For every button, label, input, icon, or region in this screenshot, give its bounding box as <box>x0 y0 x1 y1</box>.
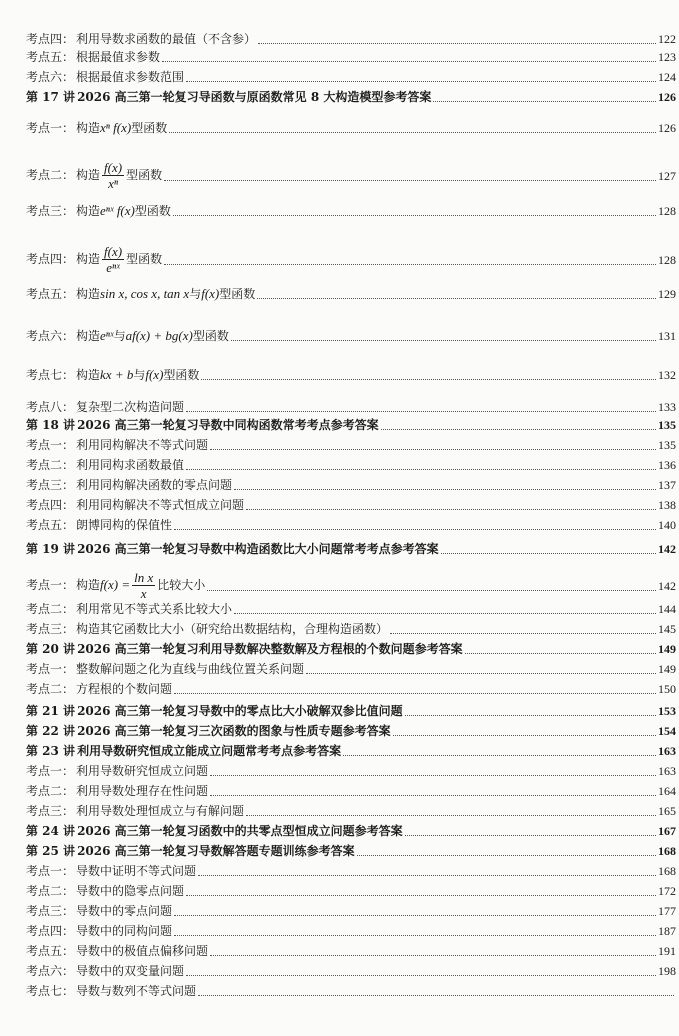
toc-entry-title: 利用导数求函数的最值（不含参） <box>76 32 257 46</box>
page-number: 123 <box>658 50 676 64</box>
fraction-numerator: f(x) <box>104 160 123 175</box>
toc-entry-title: 构造 <box>76 204 101 218</box>
toc-entry-prefix: 考点一： <box>26 121 75 135</box>
dot-leader <box>246 814 656 816</box>
toc-entry-text <box>26 622 388 636</box>
toc-entry-prefix: 考点六： <box>26 964 75 978</box>
toc-chapter-row[interactable] <box>26 704 676 718</box>
page-number: 136 <box>658 458 676 472</box>
page-number: 163 <box>658 764 676 778</box>
toc-entry-prefix: 考点六： <box>26 329 75 343</box>
toc-entry-text <box>26 329 229 343</box>
toc-entry-prefix: 考点三： <box>26 478 75 492</box>
toc-entry-text <box>26 204 171 218</box>
page-number: 122 <box>658 32 676 46</box>
toc-entry-title: 型函数 <box>126 252 163 266</box>
toc-entry-text <box>26 784 208 798</box>
toc-entry-text <box>26 542 439 556</box>
toc-entry-text <box>26 121 167 135</box>
toc-entry-title: 利用导数处理恒成立与有解问题 <box>76 804 245 818</box>
toc-entry-title: 比较大小 <box>157 578 206 592</box>
dot-leader <box>186 410 656 412</box>
toc-item-row[interactable] <box>26 32 676 46</box>
fraction-numerator: ln x <box>134 570 154 585</box>
toc-entry-prefix: 考点一： <box>26 578 75 592</box>
toc-entry-text <box>26 32 256 46</box>
dot-leader <box>343 754 656 756</box>
toc-entry-prefix: 考点一： <box>26 662 75 676</box>
toc-entry-text <box>26 418 379 432</box>
page-number: 165 <box>658 804 676 818</box>
toc-item-row[interactable] <box>26 400 676 414</box>
toc-entry-prefix: 第 21 讲 <box>26 704 76 718</box>
toc-entry-text <box>26 844 355 858</box>
page-number: 132 <box>658 368 676 382</box>
page-number: 164 <box>658 784 676 798</box>
fraction-numerator: f(x) <box>104 244 123 259</box>
page-number: 140 <box>658 518 676 532</box>
page-number: 191 <box>658 944 676 958</box>
dot-leader <box>186 894 656 896</box>
toc-chapter-row[interactable] <box>26 744 676 758</box>
toc-entry-text <box>26 478 232 492</box>
dot-leader <box>405 714 656 716</box>
toc-entry-title: 利用同构解决不等式恒成立问题 <box>76 498 245 512</box>
toc-item-row[interactable] <box>26 984 676 998</box>
toc-entry-text <box>26 764 208 778</box>
toc-entry-title: 2026 高三第一轮复习导数解答题专题训练参考答案 <box>77 844 355 858</box>
toc-entry-prefix: 第 24 讲 <box>26 824 76 838</box>
page-number: 131 <box>658 329 676 343</box>
toc-entry-text <box>26 824 403 838</box>
fraction-denominator: x <box>140 586 147 601</box>
page-number: 167 <box>658 824 676 838</box>
toc-entry-text <box>26 244 162 275</box>
toc-entry-title: 导数中的同构问题 <box>76 924 173 938</box>
page-number: 150 <box>658 682 676 696</box>
page-number: 144 <box>658 602 676 616</box>
page-number: 135 <box>658 418 676 432</box>
page-number: 133 <box>658 400 676 414</box>
toc-entry-prefix: 第 19 讲 <box>26 542 76 556</box>
toc-chapter-row[interactable] <box>26 824 676 838</box>
toc-entry-title: 整数解问题之化为直线与曲线位置关系问题 <box>76 662 305 676</box>
toc-entry-text <box>26 400 184 414</box>
toc-math-expression: sin x, cos x, tan x <box>100 286 190 301</box>
dot-leader <box>441 552 656 554</box>
dot-leader <box>198 874 656 876</box>
dot-leader <box>207 589 656 591</box>
toc-math-fraction <box>102 160 124 191</box>
toc-chapter-row[interactable] <box>26 418 676 432</box>
toc-entry-text <box>26 804 244 818</box>
toc-item-row[interactable] <box>26 329 676 343</box>
page-number: 128 <box>658 252 676 267</box>
page-number: 124 <box>658 70 676 84</box>
toc-entry-title: 复杂型二次构造问题 <box>76 400 185 414</box>
toc-entry-prefix: 考点七： <box>26 984 75 998</box>
fraction-denominator: eⁿˣ <box>106 260 120 275</box>
dot-leader <box>393 734 656 736</box>
toc-entry-prefix: 第 23 讲 <box>26 744 76 758</box>
toc-entry-prefix: 考点一： <box>26 438 75 452</box>
toc-entry-title: 利用导数研究恒成立问题 <box>76 764 209 778</box>
page-number: 149 <box>658 662 676 676</box>
dot-leader <box>164 263 656 265</box>
toc-entry-title: 导数中的隐零点问题 <box>76 884 185 898</box>
toc-entry-prefix: 考点二： <box>26 784 75 798</box>
fraction-denominator: xⁿ <box>108 176 118 191</box>
dot-leader <box>164 179 656 181</box>
toc-entry-title: 构造 <box>76 252 101 266</box>
toc-entry-prefix: 考点三： <box>26 804 75 818</box>
dot-leader <box>174 934 656 936</box>
toc-entry-title: 型函数 <box>131 121 168 135</box>
toc-item-row[interactable] <box>26 438 676 452</box>
toc-entry-prefix: 考点二： <box>26 682 75 696</box>
toc-item-row[interactable] <box>26 904 676 918</box>
toc-item-row[interactable] <box>26 864 676 878</box>
toc-entry-title: 型函数 <box>134 204 171 218</box>
toc-item-row[interactable] <box>26 204 676 218</box>
toc-entry-prefix: 考点五： <box>26 944 75 958</box>
toc-item-row[interactable] <box>26 244 676 275</box>
toc-entry-prefix: 第 25 讲 <box>26 844 76 858</box>
toc-entry-text <box>26 724 391 738</box>
dot-leader <box>186 974 656 976</box>
dot-leader <box>210 774 656 776</box>
dot-leader <box>162 60 656 62</box>
toc-entry-prefix: 考点四： <box>26 252 75 266</box>
toc-entry-title: 根据最值求参数范围 <box>76 70 185 84</box>
toc-entry-title: 导数中的双变量问题 <box>76 964 185 978</box>
toc-math-expression: f(x) <box>145 367 164 382</box>
toc-item-row[interactable] <box>26 121 676 135</box>
page-number: 177 <box>658 904 676 918</box>
toc-item-row[interactable] <box>26 70 676 84</box>
page-number: 138 <box>658 498 676 512</box>
dot-leader <box>390 632 656 634</box>
toc-entry-text <box>26 904 172 918</box>
dot-leader <box>210 954 656 956</box>
toc-entry-text <box>26 662 304 676</box>
toc-math-fraction <box>102 244 124 275</box>
toc-entry-text <box>26 704 403 718</box>
toc-item-row[interactable] <box>26 368 676 382</box>
toc-entry-title: 朗博同构的保值性 <box>76 518 173 532</box>
toc-entry-title: 构造 <box>76 368 101 382</box>
toc-entry-title: 型函数 <box>219 287 256 301</box>
toc-entry-prefix: 考点三： <box>26 204 75 218</box>
toc-entry-title: 利用导数研究恒成立能成立问题常考考点参考答案 <box>77 744 342 758</box>
toc-entry-title: 利用导数处理存在性问题 <box>76 784 209 798</box>
toc-entry-text <box>26 884 184 898</box>
toc-entry-text <box>26 944 208 958</box>
toc-entry-prefix: 考点六： <box>26 70 75 84</box>
toc-item-row[interactable] <box>26 924 676 938</box>
page-number: 198 <box>658 964 676 978</box>
page-number: 187 <box>658 924 676 938</box>
toc-math-expression: kx + b <box>100 367 134 382</box>
page-number: 172 <box>658 884 676 898</box>
toc-entry-text <box>26 642 463 656</box>
toc-entry-prefix: 考点四： <box>26 924 75 938</box>
toc-entry-text <box>26 984 196 998</box>
toc-entry-title: 利用常见不等式关系比较大小 <box>76 602 233 616</box>
page-number: 153 <box>658 704 676 718</box>
toc-entry-title: 根据最值求参数 <box>76 50 161 64</box>
toc-item-row[interactable] <box>26 50 676 64</box>
toc-entry-title: 构造 <box>76 121 101 135</box>
toc-entry-title: 2026 高三第一轮复习导数中同构函数常考考点参考答案 <box>77 418 379 432</box>
dot-leader <box>257 297 656 299</box>
toc-entry-prefix: 考点三： <box>26 622 75 636</box>
page-number: 135 <box>658 438 676 452</box>
toc-item-row[interactable] <box>26 287 676 301</box>
toc-item-row[interactable] <box>26 160 676 191</box>
toc-math-expression: af(x) + bg(x) <box>125 328 193 343</box>
toc-entry-title: 型函数 <box>192 329 229 343</box>
dot-leader <box>381 428 656 430</box>
toc-entry-prefix: 第 20 讲 <box>26 642 76 656</box>
toc-math-fraction <box>132 570 155 601</box>
dot-leader <box>198 994 674 996</box>
toc-math-expression: f(x) <box>201 286 220 301</box>
toc-entry-title: 与 <box>189 287 202 301</box>
toc-entry-title: 导数中的极值点偏移问题 <box>76 944 209 958</box>
toc-math-expression: eⁿˣ <box>100 328 114 343</box>
toc-entry-title: 2026 高三第一轮复习三次函数的图象与性质专题参考答案 <box>77 724 391 738</box>
toc-entry-prefix: 第 17 讲 <box>26 90 76 104</box>
toc-entry-text <box>26 458 184 472</box>
toc-chapter-row[interactable] <box>26 642 676 656</box>
page-number: 137 <box>658 478 676 492</box>
toc-item-row[interactable] <box>26 944 676 958</box>
dot-leader <box>433 100 656 102</box>
page-number: 126 <box>658 90 676 104</box>
toc-item-row[interactable] <box>26 498 676 512</box>
toc-entry-prefix: 考点五： <box>26 518 75 532</box>
toc-chapter-row[interactable] <box>26 90 676 104</box>
toc-entry-title: 2026 高三第一轮复习导函数与原函数常见 8 大构造模型参考答案 <box>77 90 432 104</box>
toc-entry-title: 导数中证明不等式问题 <box>76 864 197 878</box>
toc-entry-prefix: 考点五： <box>26 50 75 64</box>
toc-entry-text <box>26 160 162 191</box>
toc-entry-prefix: 考点二： <box>26 884 75 898</box>
toc-entry-prefix: 考点二： <box>26 168 75 182</box>
dot-leader <box>186 80 656 82</box>
toc-entry-prefix: 第 18 讲 <box>26 418 76 432</box>
dot-leader <box>357 854 656 856</box>
toc-entry-prefix: 考点二： <box>26 458 75 472</box>
page-number: 142 <box>658 578 676 593</box>
toc-entry-title: 导数中的零点问题 <box>76 904 173 918</box>
toc-entry-title: 利用同构解决不等式问题 <box>76 438 209 452</box>
dot-leader <box>174 914 656 916</box>
page-number: 168 <box>658 844 676 858</box>
toc-math-expression: eⁿˣ f(x) <box>100 203 135 218</box>
toc-entry-text <box>26 864 196 878</box>
dot-leader <box>246 508 656 510</box>
toc-item-row[interactable] <box>26 602 676 616</box>
toc-entry-title: 型函数 <box>163 368 200 382</box>
dot-leader <box>210 448 656 450</box>
page-number: 127 <box>658 168 676 183</box>
dot-leader <box>465 652 656 654</box>
toc-entry-prefix: 考点二： <box>26 602 75 616</box>
toc-item-row[interactable] <box>26 682 676 696</box>
toc-entry-title: 2026 高三第一轮复习函数中的共零点型恒成立问题参考答案 <box>77 824 403 838</box>
toc-entry-text <box>26 570 205 601</box>
toc-entry-prefix: 考点三： <box>26 904 75 918</box>
toc-entry-prefix: 第 22 讲 <box>26 724 76 738</box>
toc-entry-text <box>26 50 160 64</box>
toc-entry-title: 型函数 <box>126 168 163 182</box>
page-number: 154 <box>658 724 676 738</box>
toc-item-row[interactable] <box>26 964 676 978</box>
toc-entry-title: 利用同构解决函数的零点问题 <box>76 478 233 492</box>
toc-entry-title: 构造 <box>76 329 101 343</box>
toc-item-row[interactable] <box>26 784 676 798</box>
toc-item-row[interactable] <box>26 622 676 636</box>
toc-item-row[interactable] <box>26 804 676 818</box>
dot-leader <box>405 834 656 836</box>
dot-leader <box>174 692 656 694</box>
toc-entry-title: 构造其它函数比大小（研究给出数据结构，合理构造函数） <box>76 622 389 636</box>
toc-entry-prefix: 考点一： <box>26 864 75 878</box>
toc-chapter-row[interactable] <box>26 542 676 556</box>
toc-entry-title: 与 <box>133 368 146 382</box>
dot-leader <box>201 378 656 380</box>
toc-entry-title: 与 <box>113 329 126 343</box>
toc-entry-text <box>26 682 172 696</box>
toc-entry-prefix: 考点一： <box>26 764 75 778</box>
toc-entry-text <box>26 498 244 512</box>
dot-leader <box>173 214 656 216</box>
dot-leader <box>234 488 656 490</box>
toc-entry-text <box>26 964 184 978</box>
dot-leader <box>210 794 656 796</box>
page-number: 149 <box>658 642 676 656</box>
toc-item-row[interactable] <box>26 458 676 472</box>
dot-leader <box>234 612 656 614</box>
toc-entry-text <box>26 90 431 104</box>
toc-entry-prefix: 考点八： <box>26 400 75 414</box>
toc-entry-text <box>26 744 341 758</box>
toc-entry-title: 2026 高三第一轮复习导数中的零点比大小破解双参比值问题 <box>77 704 403 718</box>
toc-entry-text <box>26 602 232 616</box>
toc-entry-title: 2026 高三第一轮复习导数中构造函数比大小问题常考考点参考答案 <box>77 542 439 556</box>
toc-entry-prefix: 考点七： <box>26 368 75 382</box>
toc-entry-title: 利用同构求函数最值 <box>76 458 185 472</box>
toc-math-expression: f(x) = <box>100 577 131 592</box>
toc-item-row[interactable] <box>26 764 676 778</box>
toc-chapter-row[interactable] <box>26 844 676 858</box>
toc-entry-title: 2026 高三第一轮复习利用导数解决整数解及方程根的个数问题参考答案 <box>77 642 463 656</box>
page-number: 163 <box>658 744 676 758</box>
toc-entry-title: 方程根的个数问题 <box>76 682 173 696</box>
toc-entry-title: 构造 <box>76 287 101 301</box>
toc-item-row[interactable] <box>26 884 676 898</box>
toc-entry-title: 构造 <box>76 578 101 592</box>
toc-item-row[interactable] <box>26 662 676 676</box>
toc-entry-text <box>26 438 208 452</box>
toc-entry-text <box>26 70 184 84</box>
dot-leader <box>186 468 656 470</box>
toc-entry-text <box>26 924 172 938</box>
dot-leader <box>174 528 656 530</box>
toc-entry-prefix: 考点五： <box>26 287 75 301</box>
toc-chapter-row[interactable] <box>26 724 676 738</box>
page-number: 126 <box>658 121 676 135</box>
dot-leader <box>306 672 656 674</box>
dot-leader <box>231 339 656 341</box>
dot-leader <box>258 42 656 44</box>
toc-entry-text <box>26 518 172 532</box>
toc-entry-text <box>26 287 255 301</box>
toc-math-expression: xⁿ f(x) <box>100 120 132 135</box>
toc-entry-title: 构造 <box>76 168 101 182</box>
page-number: 129 <box>658 287 676 301</box>
toc-entry-title: 导数与数列不等式问题 <box>76 984 197 998</box>
page-number: 145 <box>658 622 676 636</box>
toc-entry-prefix: 考点四： <box>26 498 75 512</box>
toc-entry-prefix: 考点四： <box>26 32 75 46</box>
page-number: 168 <box>658 864 676 878</box>
toc-item-row[interactable] <box>26 518 676 532</box>
page-number: 128 <box>658 204 676 218</box>
page-number: 142 <box>658 542 676 556</box>
dot-leader <box>169 131 656 133</box>
toc-item-row[interactable] <box>26 478 676 492</box>
toc-item-row[interactable] <box>26 570 676 601</box>
toc-entry-text <box>26 368 199 382</box>
